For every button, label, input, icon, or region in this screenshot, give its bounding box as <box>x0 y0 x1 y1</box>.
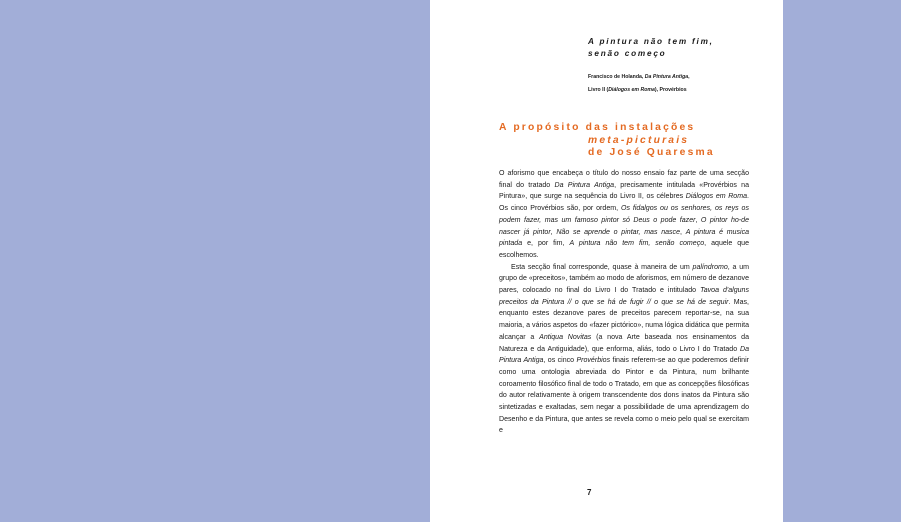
source-line-1 <box>588 71 778 84</box>
italic-text: O pintor ho-de nascer já pintor <box>499 216 749 236</box>
italic-text: Antiqua Novitas <box>539 333 592 341</box>
italic-text: Da Pintura Antiga <box>499 345 749 365</box>
text-run: . Os cinco Provérbios são, por ordem, <box>499 193 749 213</box>
body-text <box>499 168 749 437</box>
title-line-3: de José Quaresma <box>588 147 715 159</box>
italic-text: palíndromo <box>692 263 728 271</box>
source-book: Livro II ( <box>588 86 609 93</box>
epigraph <box>588 36 768 60</box>
italic-text: A pintura não tem fim, senão começo <box>569 240 705 248</box>
italic-text: A pintura é musica pintada <box>499 228 750 248</box>
italic-text: Provérbios <box>576 357 611 365</box>
source-dialogues: Diálogos em Roma <box>608 86 655 93</box>
paragraph <box>499 262 749 438</box>
text-run: Esta secção final corresponde, quase à maneira de um <box>511 263 693 271</box>
paragraph <box>499 168 749 262</box>
page-number: 7 <box>587 488 592 497</box>
source-line-2 <box>588 84 778 97</box>
italic-text: Tavoa d'alguns preceitos da Pintura // o que se há de fugir // o que se há de seguir <box>499 287 749 306</box>
text-run: , os cinco <box>543 357 577 365</box>
text-run: finais referem-se ao que poderemos definir como uma ontologia abreviada do Pintor e da Pintura, num brilhante coroamento filosófico final de todo o Tratado, em que as concepções filosóficas do autor relativamente à origem transcendente dos dons inatos da Pintura são sintetizadas e exaltadas, sem negar a possibilidade de uma aprendizagem do Desenho e da Pintura, que antes se revela como o meio pelo qual se exercitam e <box>499 357 749 435</box>
italic-text: Diálogos em Roma <box>685 193 748 201</box>
text-run: , <box>680 228 686 236</box>
text-run: (a nova Arte baseada nos ensinamentos da Natureza e da Antiguidade), que enforma, aliás, todo o Livro I do Tratado <box>499 333 749 353</box>
italic-text: Da Pintura Antiga <box>554 181 615 189</box>
text-run: , <box>695 216 701 224</box>
text-run: , precisamente intitulada «Provérbios na Pintura», que surge na sequência do Livro II, os célebres <box>499 181 749 201</box>
source-punct: , <box>688 74 690 80</box>
epigraph-source <box>588 71 778 96</box>
text-run: e, por fim, <box>522 240 570 248</box>
source-work: Da Pintura Antiga <box>644 74 689 80</box>
epigraph-line-2: senão começo <box>588 49 667 58</box>
source-section: ), Provérbios <box>654 86 687 93</box>
text-run: , <box>550 228 557 236</box>
chapter-title <box>499 122 779 160</box>
title-line-2: meta-picturais <box>588 134 690 146</box>
epigraph-line-1: A pintura não tem fim, <box>588 37 714 46</box>
book-page <box>430 0 783 522</box>
source-author: Francisco de Holanda, <box>588 74 645 80</box>
text-run: . Mas, enquanto estes dezanove pares de preceitos parecem reportar-se, na sua maioria, a vários aspetos do «fazer pictórico», numa lógica didática que permita alcançar a <box>499 298 749 341</box>
text-run: , aquele que escolhemos. <box>499 240 750 259</box>
italic-text: Não se aprende o pintar, mas nasce <box>556 228 681 236</box>
title-line-1: A propósito das instalações <box>499 122 696 133</box>
text-run: , a um grupo de «preceitos», também ao modo de aforismos, em número de dezanove pares, colocado no final do Livro I do Tratado e intitulado <box>499 263 749 295</box>
text-run: O aforismo que encabeça o título do nosso ensaio faz parte de uma secção final do tratado <box>499 170 749 189</box>
italic-text: Os fidalgos ou os senhores, os reys os podem fazer, mas um famoso pintor só Deus o pode fazer <box>499 205 749 224</box>
